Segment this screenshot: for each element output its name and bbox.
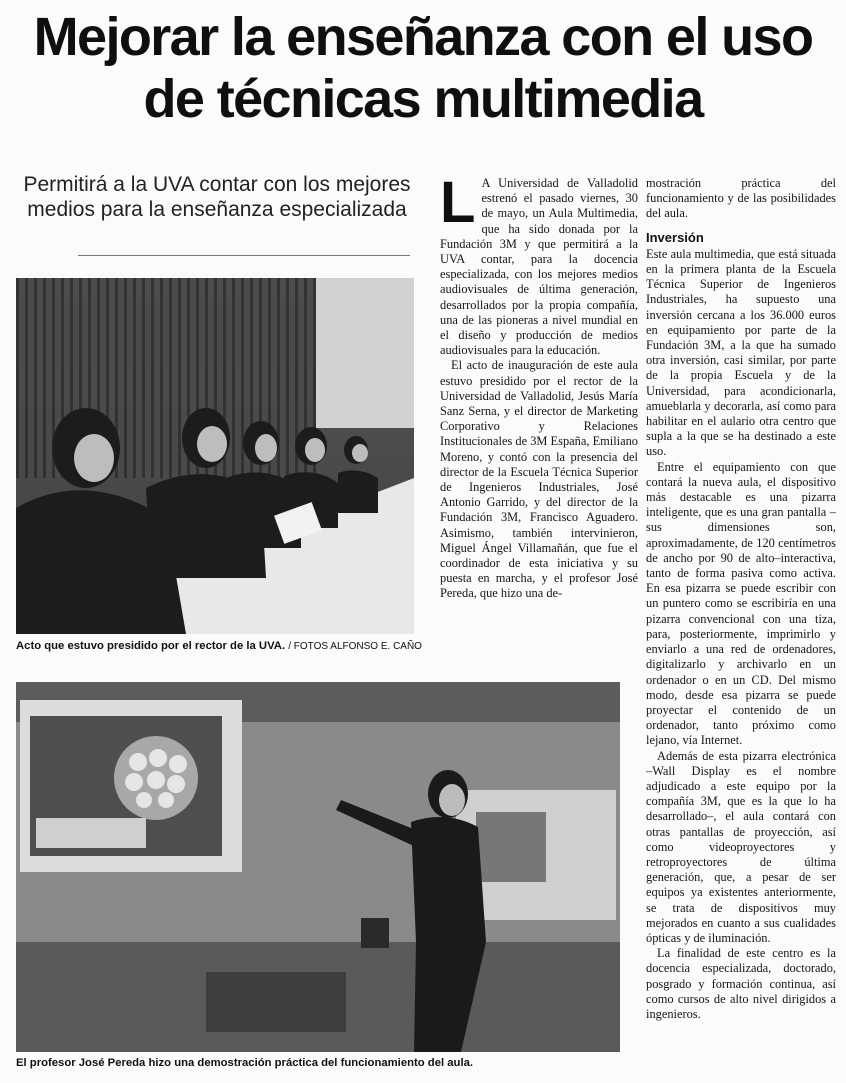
photo-ceremony-caption [16,640,422,652]
photo-credit: / FOTOS ALFONSO E. CAÑO [288,641,422,652]
photo-demonstration [16,682,620,1052]
section-subhead: Inversión [646,229,704,245]
article-paragraph [440,170,638,358]
article-paragraph: El acto de inauguración de este aula estuvo presidido por el rector de la Universidad de Valladolid, Jesús María Sanz Serna, y el director de Marketing Corporativo y Relaciones Institucionales de 3M España, Emiliano Moreno, y contó con la presencia del director de la Escuela Técnica Superior de Ingenieros Industriales, José Antonio Garrido, y del director de la Fundación 3M, Francisco Aguadero. Asimismo, también intervinieron, Miguel Ángel Villamañán, que fue el coordinador de esta iniciativa y su puesta en marcha, y el profesor José Pereda, que hizo una de- [440,358,638,601]
article-paragraph: Este aula multimedia, que está situada en la primera planta de la Escuela Técnica Superior de Ingenieros Industriales, ha supuesto una inversión cercana a los 36.000 euros en equipamiento por parte de la Fundación 3M, a la que ha sumado otra inversión, casi similar, por parte de la propia Escuela y de la Universidad, para acondicionarla, amueblarla y decorarla, así como para habilitar en el aulario otra centro que supla a la que se ha destinado a este uso. [646,246,836,459]
subheadline-rule [78,255,410,256]
article-paragraph: Entre el equipamiento con que contará la nueva aula, el dispositivo más destacable es una pizarra inteligente, que es una gran pantalla –sus dimensiones son, aproximadamente, de 120 centímetros de ancho por 90 de alto–interactiva, tanto de forma pasiva como activa. En esa pizarra se puede escribir con un puntero como se escribiría en una pizarra convencional con una tiza, para, posteriormente, imprimirlo y enviarlo a una red de ordenadores, digitalizarlo y archivarlo en un ordenador o en un CD. Del mismo modo, desde esa pizarra se puede proyectar el contenido de un ordenador, tanto próximo como lejano, vía Internet. [646,459,836,748]
photo-demonstration-caption: El profesor José Pereda hizo una demostración práctica del funcionamiento del aula. [16,1057,474,1069]
article-paragraph: La finalidad de este centro es la docencia especializada, doctorado, posgrado y formación continua, así como cursos de alto nivel dirigidos a ingenieros. [646,946,836,1021]
article-paragraph-continued: mostración práctica del funcionamiento y de las posibilidades del aula. [646,176,836,221]
lead-paragraph-text: A Universidad de Valladolid estrenó el pasado viernes, 30 de mayo, un Aula Multimedia, que ha sido donada por la Fundación 3M y que permitirá a la UVA contar, para la docencia especializada, con los mejores medios audiovisuales de última generación, desarrollados por la propia compañía, una de las pioneras a nivel mundial en el diseño y producción de medios audiovisuales para la educación. [440,176,638,358]
article-column-1 [440,170,638,602]
headline: Mejorar la enseñanza con el uso de técnicas multimedia [33,7,813,129]
article-paragraph: Además de esta pizarra electrónica –Wall Display es el nombre adjudicado a este equipo por la compañía 3M, que es la que lo ha desarrollado–, el aula contará con otras pantallas de proyección, así como videoproyectores y retroproyectores de última generación, que, a pesar de ser equipos ya existentes anteriormente, se trata de dispositivos muy mejorados en cuanto a sus cualidades ópticas y de iluminación. [646,748,836,945]
photo-ceremony [16,278,414,634]
article-column-2 [646,176,836,1022]
caption-text: Acto que estuvo presidido por el rector de la UVA. [16,640,286,652]
drop-cap: L [440,170,476,235]
subheadline: Permitirá a la UVA contar con los mejores medios para la enseñanza especializada [23,173,411,221]
